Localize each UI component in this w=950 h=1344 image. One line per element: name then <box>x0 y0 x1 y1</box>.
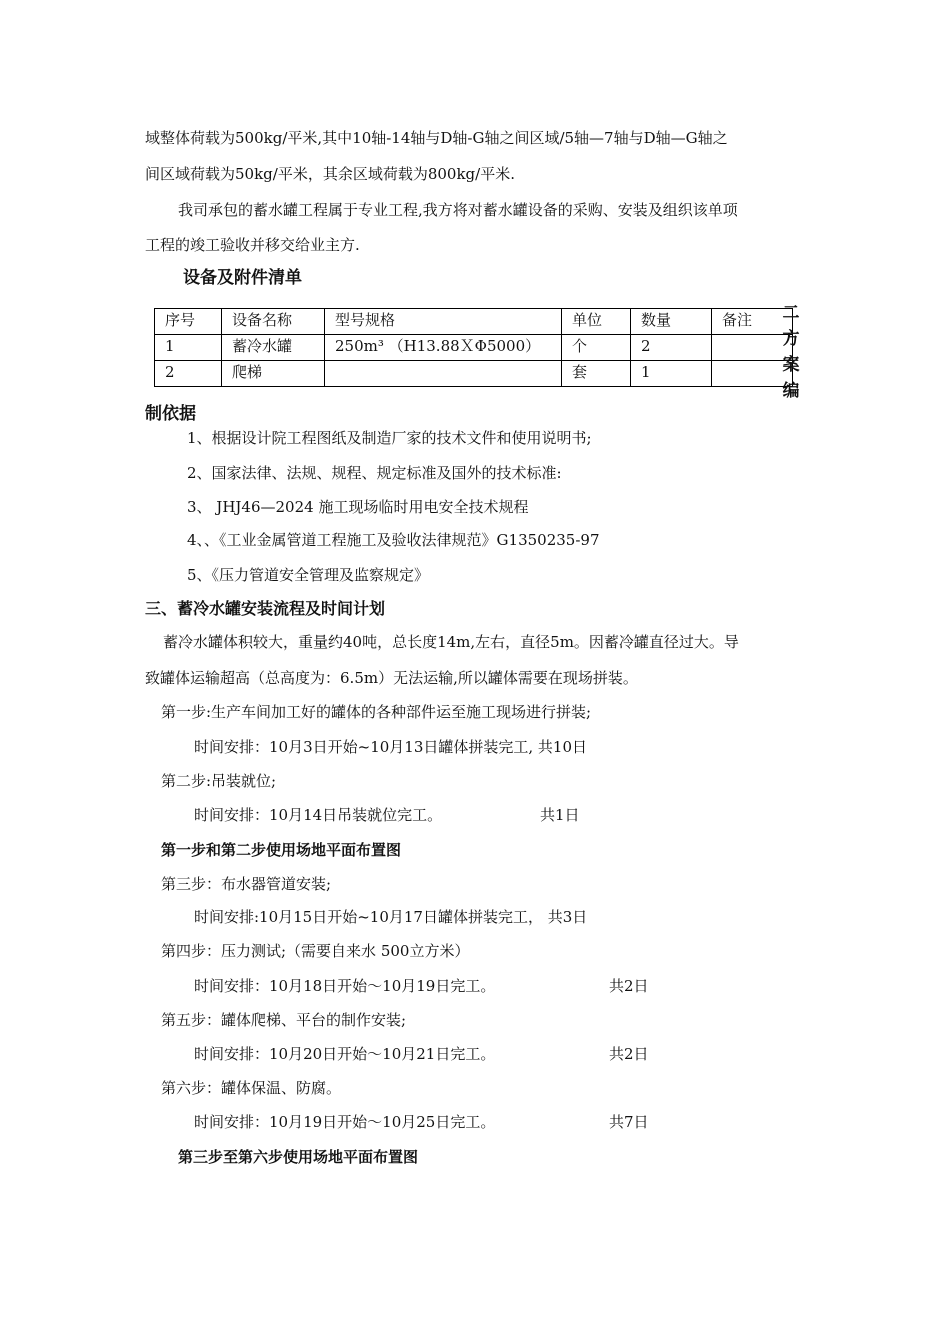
table-cell: 2 <box>631 335 712 361</box>
table-header-cell: 备注 <box>712 309 793 335</box>
table-header-cell: 数量 <box>631 309 712 335</box>
table-header-row <box>155 309 793 335</box>
paragraph-line: 我司承包的蓄水罐工程属于专业工程,我方将对蓄水罐设备的采购、安装及组织该单项 <box>178 201 738 219</box>
section2-title-tail: 制依据 <box>145 404 196 424</box>
table-header-cell: 设备名称 <box>222 309 325 335</box>
equipment-table <box>154 308 793 387</box>
basis-item: 2、国家法律、法规、规程、规定标准及国外的技术标准: <box>187 464 562 482</box>
table-row <box>155 361 793 387</box>
equipment-table-title: 设备及附件清单 <box>183 268 302 288</box>
step-total: 共2日 <box>609 1045 649 1063</box>
table-cell <box>325 361 562 387</box>
table-cell: 2 <box>155 361 222 387</box>
table-cell: 爬梯 <box>222 361 325 387</box>
paragraph-line: 致罐体运输超高（总高度为：6.5m）无法运输,所以罐体需要在现场拼装。 <box>145 669 638 687</box>
table-cell: 1 <box>155 335 222 361</box>
paragraph-line: 工程的竣工验收并移交给业主方. <box>145 236 360 254</box>
step-line: 第六步：罐体保温、防腐。 <box>161 1079 342 1097</box>
table-header-cell: 单位 <box>562 309 631 335</box>
step-time: 时间安排:10月15日开始~10月17日罐体拼装完工， 共3日 <box>194 908 588 926</box>
step-line: 第四步：压力测试;（需要自来水 500立方米） <box>161 942 470 960</box>
section2-title-char: 案 <box>782 355 800 375</box>
basis-item: 4、、《工业金属管道工程施工及验收法律规范》G1350235-97 <box>187 531 600 549</box>
section3-title: 三、蓄冷水罐安装流程及时间计划 <box>145 599 386 618</box>
table-cell: 250m³ （H13.88ＸΦ5000） <box>325 335 562 361</box>
paragraph-line: 域整体荷载为500kg/平米,其中10轴-14轴与D轴-G轴之间区域/5轴—7轴与D轴—G轴之 <box>145 129 728 147</box>
step-total: 共7日 <box>609 1113 649 1131</box>
section2-title-char: 二 <box>782 303 800 323</box>
step-time: 时间安排：10月14日吊装就位完工。 <box>194 806 443 824</box>
table-cell: 套 <box>562 361 631 387</box>
step-time: 时间安排：10月3日开始~10月13日罐体拼装完工, 共10日 <box>194 738 587 756</box>
step-line: 第三步：布水器管道安装; <box>161 875 332 893</box>
paragraph-line: 间区域荷载为50kg/平米，其余区域荷载为800kg/平米. <box>145 165 515 183</box>
basis-item: 3、 JHJ46—2024 施工现场临时用电安全技术规程 <box>187 498 529 516</box>
step-total: 共1日 <box>540 806 580 824</box>
step-line: 第二步:吊装就位; <box>161 772 277 790</box>
table-header-cell: 序号 <box>155 309 222 335</box>
step-line: 第五步：罐体爬梯、平台的制作安装; <box>161 1011 407 1029</box>
basis-item: 5、《压力管道安全管理及监察规定》 <box>187 566 430 584</box>
layout-heading: 第一步和第二步使用场地平面布置图 <box>161 841 402 859</box>
section2-title-vertical <box>780 300 802 404</box>
section2-title-char: 编 <box>782 381 800 401</box>
paragraph-line: 蓄冷水罐体积较大，重量约40吨，总长度14m,左右，直径5m。因蓄冷罐直径过大。导 <box>163 633 739 651</box>
table-cell: 个 <box>562 335 631 361</box>
table-cell: 蓄冷水罐 <box>222 335 325 361</box>
step-time: 时间安排：10月18日开始～10月19日完工。 <box>194 977 496 995</box>
table-row <box>155 335 793 361</box>
layout-heading: 第三步至第六步使用场地平面布置图 <box>178 1148 419 1166</box>
section2-title-char: 方 <box>782 329 800 349</box>
table-header-cell: 型号规格 <box>325 309 562 335</box>
step-line: 第一步:生产车间加工好的罐体的各种部件运至施工现场进行拼装; <box>161 703 592 721</box>
step-time: 时间安排：10月20日开始～10月21日完工。 <box>194 1045 496 1063</box>
basis-item: 1、根据设计院工程图纸及制造厂家的技术文件和使用说明书; <box>187 429 592 447</box>
step-total: 共2日 <box>609 977 649 995</box>
table-cell: 1 <box>631 361 712 387</box>
step-time: 时间安排：10月19日开始～10月25日完工。 <box>194 1113 496 1131</box>
